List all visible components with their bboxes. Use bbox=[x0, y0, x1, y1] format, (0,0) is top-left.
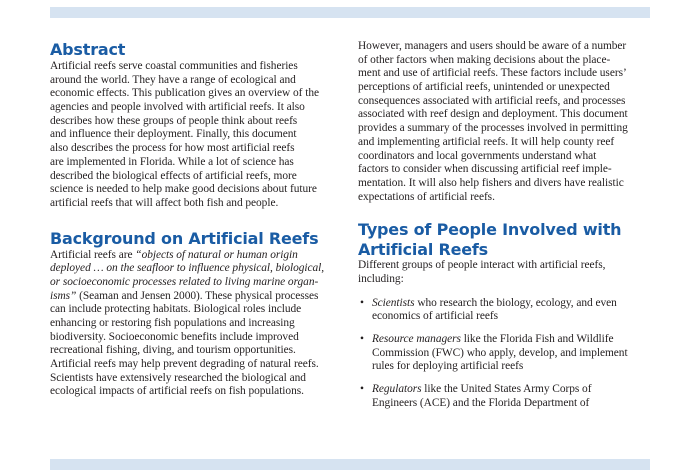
abstract-line: agencies and people involved with artificial reefs. It also bbox=[50, 101, 305, 114]
intro-line: coordinators and local governments understand what bbox=[358, 149, 597, 162]
people-list bbox=[358, 297, 650, 411]
left-column bbox=[50, 40, 340, 399]
background-line: or socioeconomic processes related to living marine organ- bbox=[50, 275, 319, 288]
list-item bbox=[358, 383, 650, 410]
abstract-line: around the world. They have a range of ecological and bbox=[50, 73, 296, 86]
list-item bbox=[358, 333, 650, 374]
background-line: ecological impacts of artificial reefs on fish populations. bbox=[50, 385, 304, 398]
background-line: isms” (Seaman and Jensen 2000). These physical processes bbox=[50, 289, 319, 302]
abstract-line: also describes the process for how most artificial reefs bbox=[50, 142, 295, 155]
background-line: biodiversity. Socioeconomic benefits include improved bbox=[50, 330, 299, 343]
intro-line: associated with reef design and deployment. This document bbox=[358, 108, 628, 121]
abstract-line: artificial reefs that will affect both fish and people. bbox=[50, 196, 279, 209]
abstract-line: science is needed to help make good decisions about future bbox=[50, 183, 317, 196]
list-item-line: Commission (FWC) who apply, develop, and implement bbox=[372, 346, 628, 359]
types-heading-line: Artificial Reefs bbox=[358, 239, 488, 259]
abstract-heading: Abstract bbox=[50, 40, 126, 59]
background-heading: Background on Artificial Reefs bbox=[50, 228, 319, 248]
intro-line: However, managers and users should be aware of a number bbox=[358, 40, 627, 52]
background-line: recreational fishing, diving, and tourism opportunities. bbox=[50, 344, 296, 357]
background-line: Artificial reefs are “objects of natural or human origin bbox=[50, 248, 298, 261]
intro-line: of other factors when making decisions about the place- bbox=[358, 53, 611, 66]
top-color-band bbox=[50, 7, 650, 18]
background-line: deployed … on the seafloor to influence physical, biological, bbox=[50, 262, 325, 275]
intro-line: consequences associated with artificial reefs, and processes bbox=[358, 94, 626, 107]
intro-line: ment and use of artificial reefs. These factors include users’ bbox=[358, 67, 627, 80]
types-heading bbox=[358, 220, 650, 259]
background-line: Artificial reefs may help prevent degrading of natural reefs. bbox=[50, 358, 319, 371]
abstract-line: economic effects. This publication gives an overview of the bbox=[50, 87, 319, 100]
list-item-line: rules for deploying artificial reefs bbox=[372, 360, 524, 373]
background-paragraph bbox=[50, 249, 340, 400]
intro-line: mentation. It will also help fishers and divers have realistic bbox=[358, 176, 624, 189]
intro-line: perceptions of artificial reefs, unintended or unexpected bbox=[358, 81, 610, 94]
bottom-color-band bbox=[50, 459, 650, 470]
abstract-line: described the biological effects of artificial reefs, more bbox=[50, 169, 297, 182]
list-item-line: Scientists who research the biology, ecology, and even bbox=[372, 296, 617, 309]
abstract-paragraph bbox=[50, 60, 340, 211]
abstract-line: describes how these groups of people think about reefs bbox=[50, 114, 298, 127]
abstract-line: Artificial reefs serve coastal communities and fisheries bbox=[50, 60, 298, 72]
background-line: enhancing or restoring fish populations and increasing bbox=[50, 317, 295, 329]
bullet-icon: • bbox=[360, 383, 364, 396]
bullet-icon: • bbox=[360, 296, 364, 309]
abstract-line: and influence their deployment. Finally, this document bbox=[50, 128, 297, 141]
intro-line: factors to consider when discussing artificial reef imple- bbox=[358, 163, 612, 176]
list-item-line: Regulators like the United States Army Corps of bbox=[372, 383, 592, 396]
background-line: Scientists have extensively researched the biological and bbox=[50, 371, 306, 384]
list-item-line: Resource managers like the Florida Fish and Wildlife bbox=[372, 333, 614, 345]
types-intro-line: Different groups of people interact with artificial reefs, bbox=[358, 259, 606, 272]
intro-line: provides a summary of the processes involved in permitting bbox=[358, 122, 628, 135]
abstract-line: are implemented in Florida. While a lot of science has bbox=[50, 155, 294, 168]
intro-line: expectations of artificial reefs. bbox=[358, 190, 495, 203]
background-line: can include protecting habitats. Biological roles include bbox=[50, 303, 302, 316]
types-heading-line: Types of People Involved with bbox=[358, 220, 622, 240]
bullet-icon: • bbox=[360, 333, 364, 345]
intro-paragraph bbox=[358, 40, 650, 204]
list-item-line: Engineers (ACE) and the Florida Department of bbox=[372, 396, 590, 409]
intro-line: and implementing artificial reefs. It will help county reef bbox=[358, 135, 615, 148]
types-intro-line: including: bbox=[358, 272, 404, 285]
right-column bbox=[358, 40, 650, 419]
types-intro-paragraph bbox=[358, 259, 650, 286]
list-item bbox=[358, 297, 650, 324]
list-item-line: economics of artificial reefs bbox=[372, 310, 498, 323]
